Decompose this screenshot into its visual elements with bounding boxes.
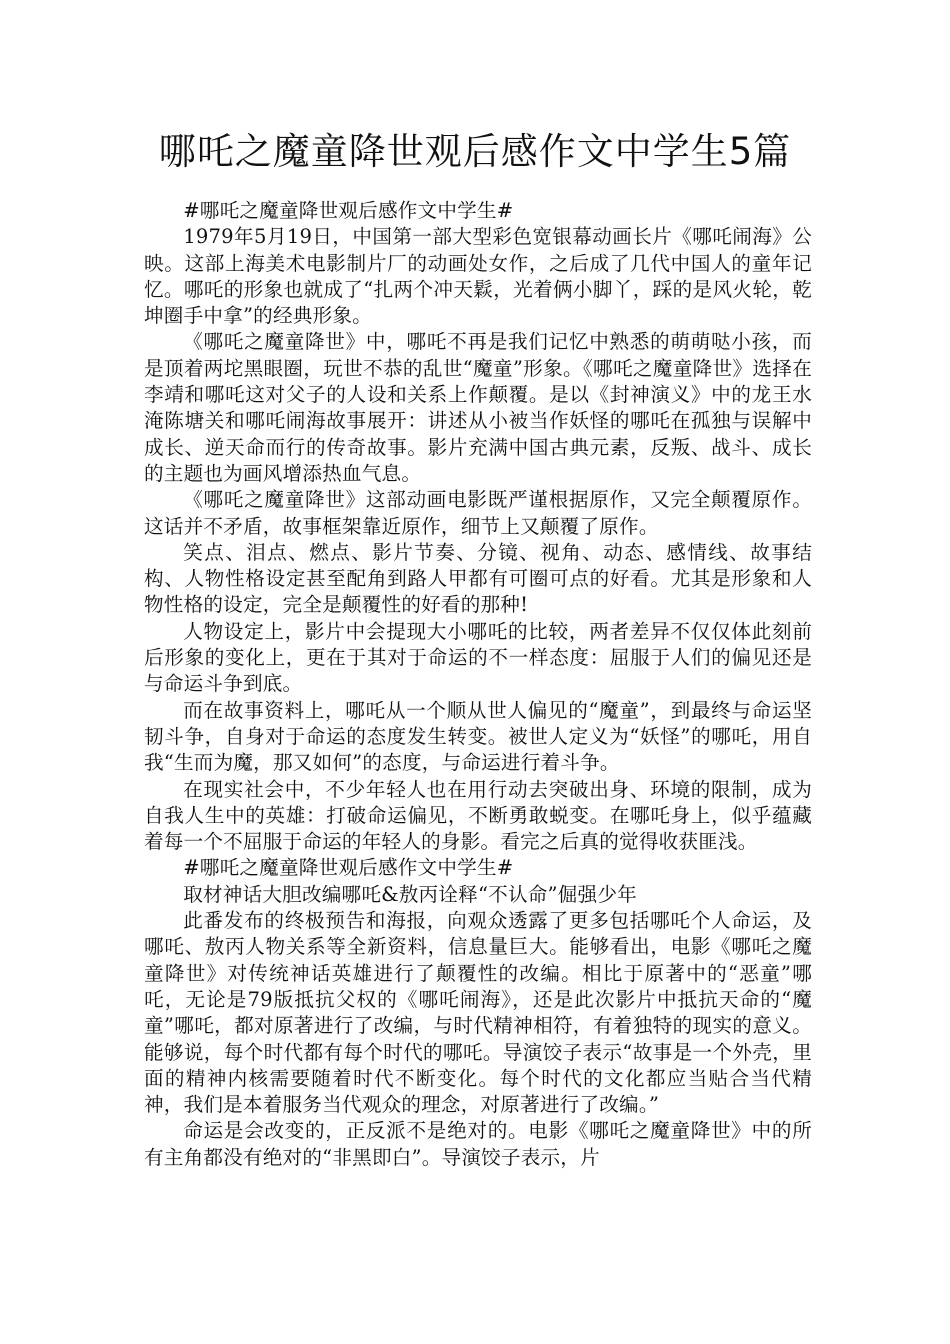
paragraph: 而在故事资料上，哪吒从一个顺从世人偏见的“魔童”，到最终与命运坚韧斗争，自身对于命运的态度发生转变。被世人定义为“妖怪”的哪吒，用自我“生而为魔，那又如何”的态度，与命运进行着斗争。 [144, 698, 812, 775]
paragraph: 此番发布的终极预告和海报，向观众透露了更多包括哪吒个人命运，及哪吒、敖丙人物关系等全新资料，信息量巨大。能够看出，电影《哪吒之魔童降世》对传统神话英雄进行了颠覆性的改编。相比于原著中的“恶童”哪吒，无论是79版抵抗父权的《哪吒闹海》，还是此次影片中抵抗天命的“魔童”哪吒，都对原著进行了改编，与时代精神相符，有着独特的现实的意义。能够说，每个时代都有每个时代的哪吒。导演饺子表示“故事是一个外壳，里面的精神内核需要随着时代不断变化。每个时代的文化都应当贴合当代精神，我们是本着服务当代观众的理念，对原著进行了改编。” [144, 909, 812, 1117]
paragraph: 《哪吒之魔童降世》这部动画电影既严谨根据原作，又完全颠覆原作。这话并不矛盾，故事框架靠近原作，细节上又颠覆了原作。 [144, 488, 812, 538]
paragraph: 1979年5月19日，中国第一部大型彩色宽银幕动画长片《哪吒闹海》公映。这部上海美术电影制片厂的动画处女作，之后成了几代中国人的童年记忆。哪吒的形象也就成了“扎两个冲天鬏，光着俩小脚丫，踩的是风火轮，乾坤圈手中拿”的经典形象。 [144, 225, 812, 328]
document-title: 哪吒之魔童降世观后感作文中学生5篇 [158, 130, 792, 173]
paragraph: 笑点、泪点、燃点、影片节奏、分镜、视角、动态、感情线、故事结构、人物性格设定甚至配角到路人甲都有可圈可点的好看。尤其是形象和人物性格的设定，完全是颠覆性的好看的那种! [144, 540, 812, 617]
document-body [144, 198, 812, 1171]
paragraph: 《哪吒之魔童降世》中，哪吒不再是我们记忆中熟悉的萌萌哒小孩，而是顶着两坨黑眼圈，玩世不恭的乱世“魔童”形象。《哪吒之魔童降世》选择在李靖和哪吒这对父子的人设和关系上作颠覆。是以《封神演义》中的龙王水淹陈塘关和哪吒闹海故事展开：讲述从小被当作妖怪的哪吒在孤独与误解中成长、逆天命而行的传奇故事。影片充满中国古典元素，反叛、战斗、成长的主题也为画风增添热血气息。 [144, 330, 812, 485]
paragraph: 命运是会改变的，正反派不是绝对的。电影《哪吒之魔童降世》中的所有主角都没有绝对的“非黑即白”。导演饺子表示，片 [144, 1119, 812, 1169]
paragraph: #哪吒之魔童降世观后感作文中学生# [183, 856, 514, 880]
paragraph: 取材神话大胆改编哪吒&敖丙诠释“不认命”倔强少年 [183, 882, 637, 906]
paragraph: 在现实社会中，不少年轻人也在用行动去突破出身、环境的限制，成为自我人生中的英雄：打破命运偏见，不断勇敢蜕变。在哪吒身上，似乎蕴藏着每一个不屈服于命运的年轻人的身影。看完之后真的觉得收获匪浅。 [144, 777, 812, 854]
paragraph: 人物设定上，影片中会提现大小哪吒的比较，两者差异不仅仅体此刻前后形象的变化上，更在于其对于命运的不一样态度：屈服于人们的偏见还是与命运斗争到底。 [144, 619, 812, 696]
paragraph: #哪吒之魔童降世观后感作文中学生# [183, 199, 514, 222]
